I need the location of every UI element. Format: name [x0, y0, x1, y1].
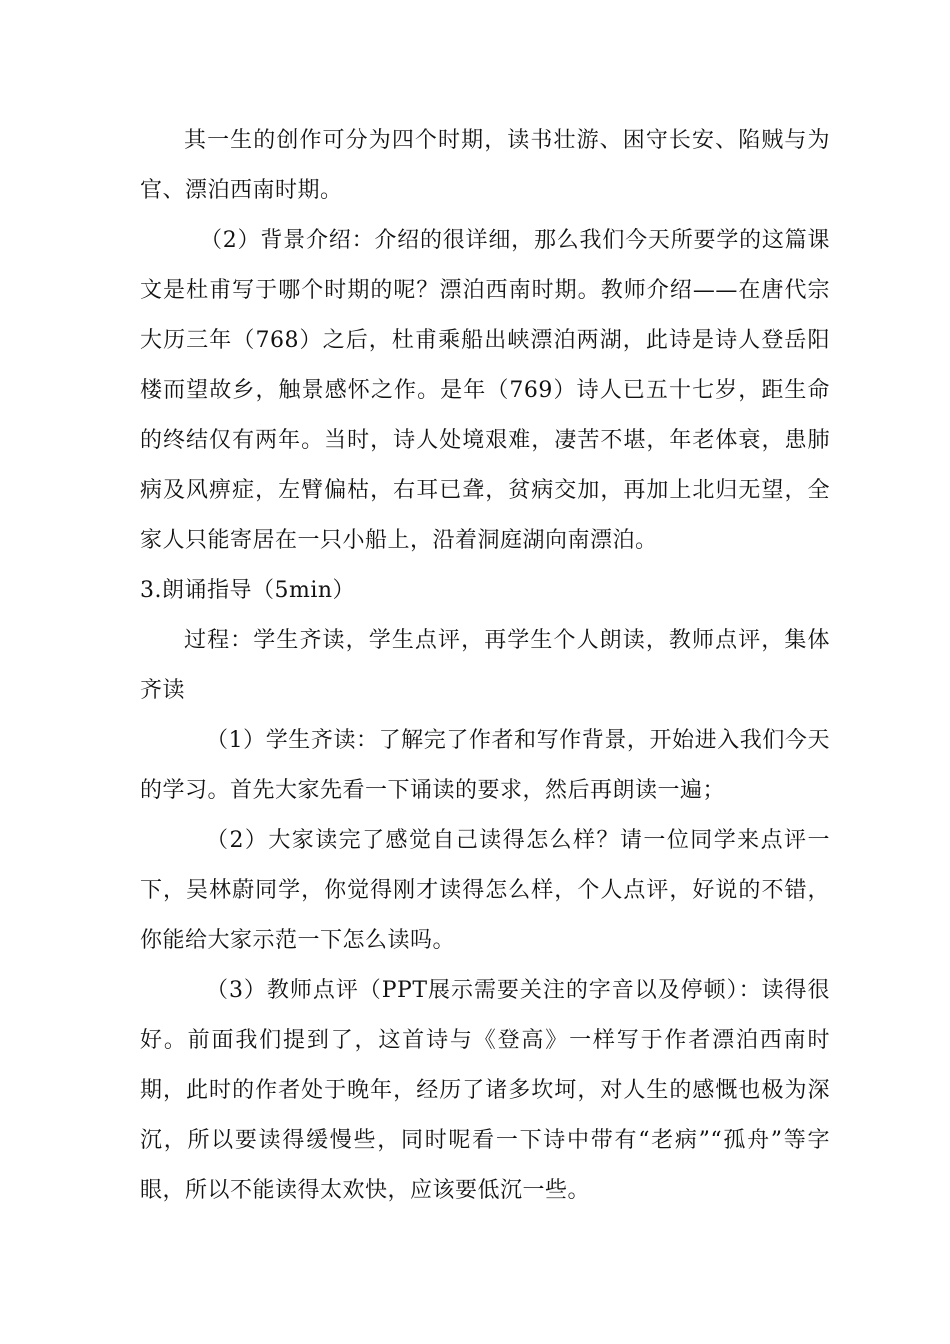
- paragraph-step-1: （1）学生齐读：了解完了作者和写作背景，开始进入我们今天的学习。首先大家先看一下诵读的要求，然后再朗读一遍；: [140, 728, 830, 803]
- document-page: [140, 116, 830, 1216]
- paragraph-step-3: （3）教师点评（PPT展示需要关注的字音以及停顿）：读得很好。前面我们提到了，这首诗与《登高》一样写于作者漂泊西南时期，此时的作者处于晚年，经历了诸多坎坷，对人生的感慨也极为深沉，所以要读得缓慢些，同时呢看一下诗中带有“老病”“孤舟”等字眼，所以不能读得太欢快，应该要低沉一些。: [140, 978, 830, 1203]
- paragraph-creative-periods: 其一生的创作可分为四个时期，读书壮游、困守长安、陷贼与为官、漂泊西南时期。: [140, 128, 830, 203]
- paragraph-step-2: （2）大家读完了感觉自己读得怎么样？请一位同学来点评一下，吴林蔚同学，你觉得刚才读得怎么样，个人点评，好说的不错，你能给大家示范一下怎么读吗。: [140, 828, 830, 953]
- paragraph-background-intro: （2）背景介绍：介绍的很详细，那么我们今天所要学的这篇课文是杜甫写于哪个时期的呢？漂泊西南时期。教师介绍——在唐代宗大历三年（768）之后，杜甫乘船出峡漂泊两湖，此诗是诗人登岳阳楼而望故乡，触景感怀之作。是年（769）诗人已五十七岁，距生命的终结仅有两年。当时，诗人处境艰难，凄苦不堪，年老体衰，患肺病及风痹症，左臂偏枯，右耳已聋，贫病交加，再加上北归无望，全家人只能寄居在一只小船上，沿着洞庭湖向南漂泊。: [140, 228, 830, 553]
- section-heading-recitation: 3.朗诵指导（5min）: [140, 578, 356, 603]
- paragraph-process: 过程：学生齐读，学生点评，再学生个人朗读，教师点评，集体齐读: [140, 628, 830, 703]
